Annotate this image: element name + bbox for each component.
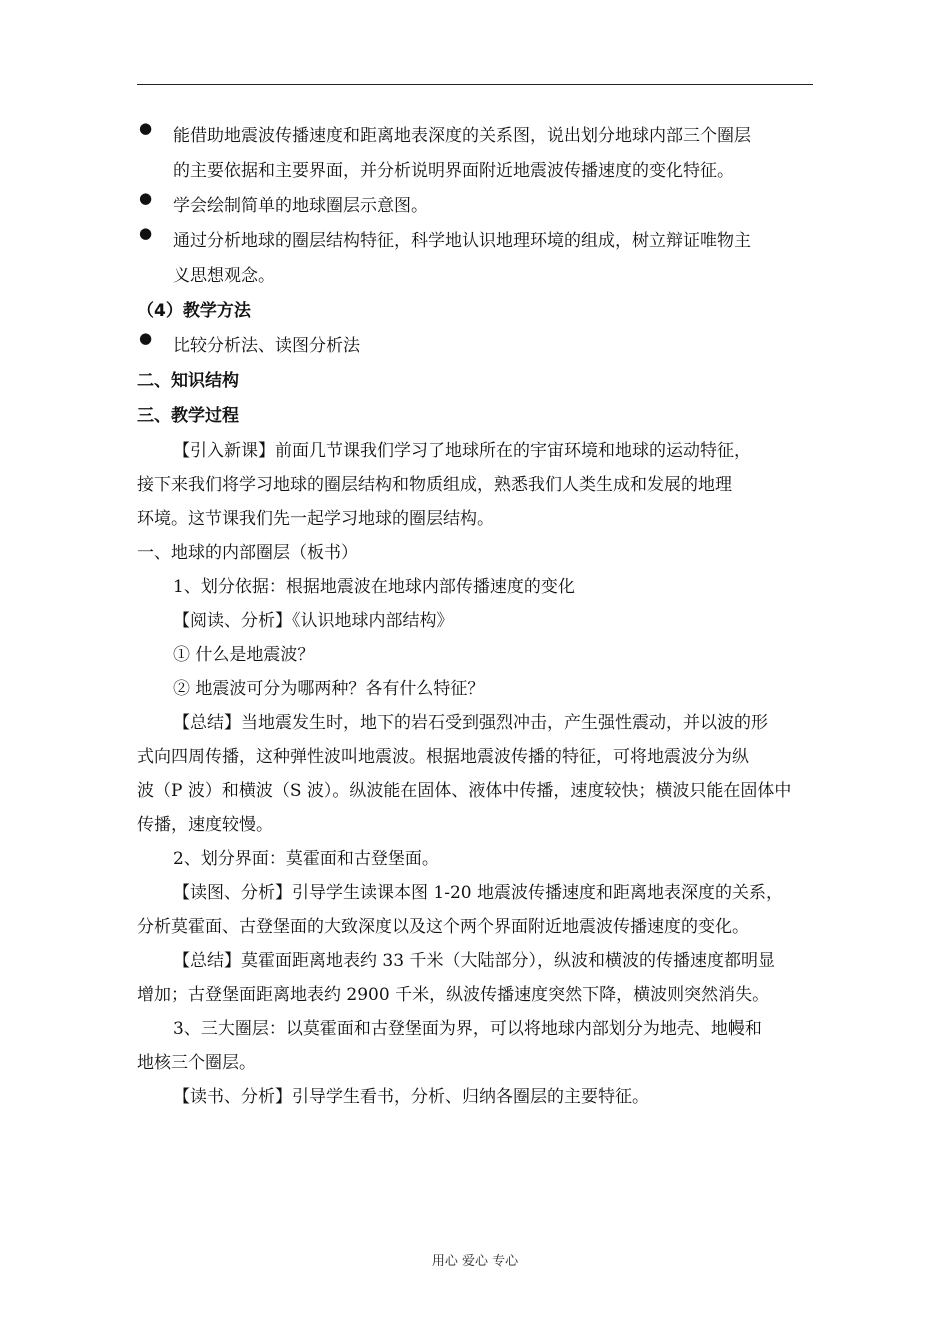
bullet-icon: ●: [139, 224, 153, 242]
text-line: 3、三大圈层：以莫霍面和古登堡面为界，可以将地球内部划分为地壳、地幔和: [173, 1019, 762, 1039]
heading-teaching-process: 三、教学过程: [137, 406, 239, 426]
text-line: 环境。这节课我们先一起学习地球的圈层结构。: [137, 509, 494, 529]
text-line: 2、划分界面：莫霍面和古登堡面。: [173, 849, 439, 869]
text-line: 波（P 波）和横波（S 波）。纵波能在固体、液体中传播，速度较快；横波只能在固体中: [137, 781, 792, 801]
part-title: 一、地球的内部圈层（板书）: [137, 543, 358, 563]
document-body: [137, 119, 813, 1114]
header-rule: [137, 84, 813, 85]
text-line: 学会绘制简单的地球圈层示意图。: [173, 196, 428, 216]
objective-bullet-1: [137, 119, 813, 154]
text-line: 【总结】莫霍面距离地表约 33 千米（大陆部分），纵波和横波的传播速度都明显: [173, 951, 775, 971]
bullet-icon: ●: [139, 119, 153, 137]
text-line: 传播，速度较慢。: [137, 815, 273, 835]
text-line: 比较分析法、读图分析法: [173, 336, 360, 356]
bullet-icon: ●: [139, 329, 153, 347]
text-line: 接下来我们将学习地球的圈层结构和物质组成，熟悉我们人类生成和发展的地理: [137, 475, 732, 495]
section-heading-method: （4）教学方法: [137, 301, 251, 321]
text-line: 【总结】当地震发生时，地下的岩石受到强烈冲击，产生强性震动，并以波的形: [173, 713, 768, 733]
text-line: 的主要依据和主要界面，并分析说明界面附近地震波传播速度的变化特征。: [173, 161, 734, 181]
text-line: 地核三个圈层。: [137, 1053, 256, 1073]
text-line: 1、划分依据：根据地震波在地球内部传播速度的变化: [173, 577, 575, 597]
objective-bullet-3: [137, 224, 813, 259]
text-line: 增加；古登堡面距离地表约 2900 千米，纵波传播速度突然下降，横波则突然消失。: [137, 985, 770, 1005]
method-bullet: [137, 329, 813, 364]
text-line: 义思想观念。: [173, 266, 275, 286]
page-footer: 用心 爱心 专心: [431, 1254, 519, 1269]
text-line: 【阅读、分析】《认识地球内部结构》: [173, 611, 454, 631]
question-2: ② 地震波可分为哪两种？各有什么特征？: [173, 679, 485, 699]
question-1: ① 什么是地震波？: [173, 645, 315, 665]
text-line: 分析莫霍面、古登堡面的大致深度以及这个两个界面附近地震波传播速度的变化。: [137, 917, 749, 937]
text-line: 能借助地震波传播速度和距离地表深度的关系图，说出划分地球内部三个圈层: [173, 126, 751, 146]
text-line: 通过分析地球的圈层结构特征，科学地认识地理环境的组成，树立辩证唯物主: [173, 231, 751, 251]
objective-bullet-2: [137, 189, 813, 224]
text-line: 式向四周传播，这种弹性波叫地震波。根据地震波传播的特征，可将地震波分为纵: [137, 747, 749, 767]
text-line: 【读书、分析】引导学生看书，分析、归纳各圈层的主要特征。: [173, 1087, 649, 1107]
text-line: 【引入新课】前面几节课我们学习了地球所在的宇宙环境和地球的运动特征，: [173, 441, 751, 461]
heading-knowledge-structure: 二、知识结构: [137, 371, 239, 391]
text-line: 【读图、分析】引导学生读课本图 1-20 地震波传播速度和距离地表深度的关系，: [173, 883, 783, 903]
bullet-icon: ●: [139, 189, 153, 207]
